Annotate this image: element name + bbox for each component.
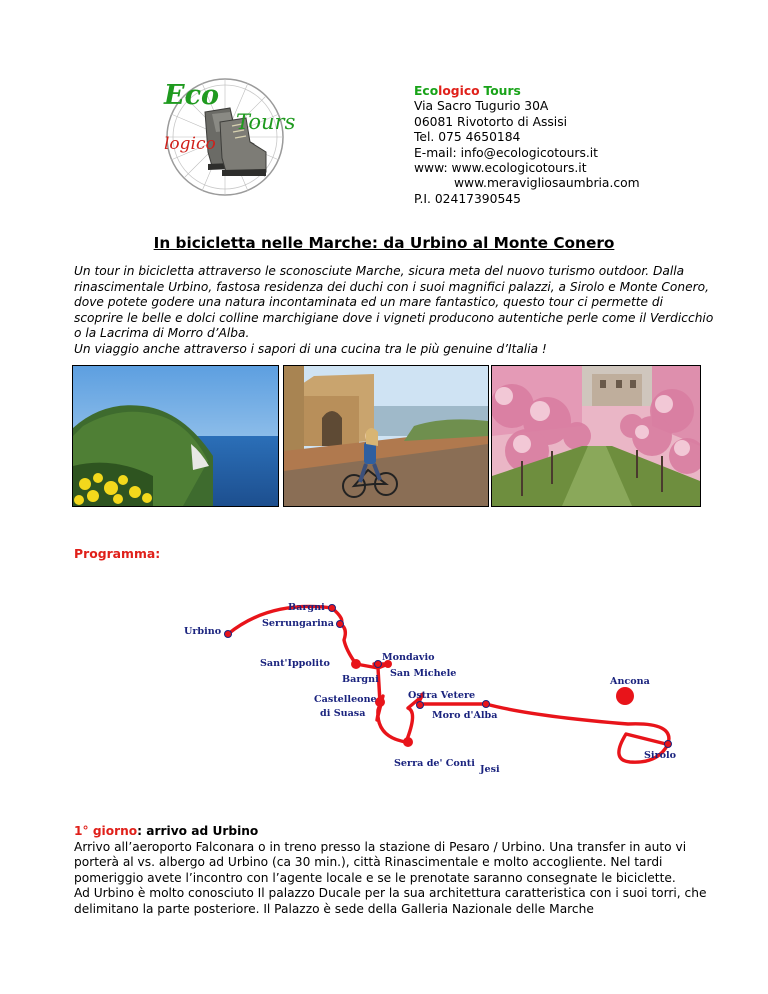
company-name: Ecologico Tours — [414, 84, 521, 98]
intro-closing-line: Un viaggio anche attraverso i sapori di una cucina tra le più genuine d’Italia ! — [74, 341, 547, 356]
city-ancona-marker — [616, 687, 634, 705]
day-1-paragraph-2: Ad Urbino è molto conosciuto Il palazzo Ducale per la sua architettura caratteristica con i suoi torri, che delimitano la parte posteriore. Il Palazzo è sede della Galleria Nazionale delle Marche — [74, 886, 707, 916]
email[interactable]: E-mail: info@ecologicotours.it — [414, 145, 599, 160]
label-serra-de-conti: Serra de' Conti — [394, 758, 475, 769]
label-castelleone: Castelleone — [314, 694, 377, 705]
address-line-1: Via Sacro Tugurio 30A — [414, 99, 549, 114]
day-1-section — [74, 824, 714, 918]
label-ostra-vetere: Ostra Vetere — [408, 690, 476, 701]
photo-coast-monte-conero — [72, 365, 279, 507]
label-jesi: Jesi — [480, 764, 500, 775]
logo-tours-text: Tours — [236, 110, 296, 134]
label-moro-d-alba: Moro d'Alba — [432, 710, 498, 721]
photo-blossoming-orchard — [491, 365, 701, 507]
label-mondavio: Mondavio — [382, 652, 435, 663]
website-2[interactable]: www.meravigliosaumbria.com — [454, 176, 640, 191]
stop-mondavio — [375, 661, 382, 668]
label-bargni-1: Bargni — [288, 602, 325, 613]
label-urbino: Urbino — [184, 626, 222, 637]
website-1[interactable]: www: www.ecologicotours.it — [414, 161, 587, 176]
stop-serrungarina — [337, 621, 344, 628]
program-heading: Programma: — [74, 546, 161, 561]
logo-logico-text: logico — [164, 134, 216, 154]
route-map — [170, 592, 710, 792]
contact-block — [414, 84, 640, 207]
stop-urbino — [225, 631, 232, 638]
stop-ostra-vetere — [417, 702, 424, 709]
vat-number: P.I. 02417390545 — [414, 191, 521, 206]
stop-bargni-1 — [329, 605, 336, 612]
photo-cyclist-village — [283, 365, 489, 507]
stop-sirolo — [665, 741, 672, 748]
document-title: In bicicletta nelle Marche: da Urbino al Monte Conero — [153, 234, 615, 252]
day-1-heading: 1° giorno: arrivo ad Urbino — [74, 824, 259, 838]
label-sirolo: Sirolo — [644, 750, 677, 761]
stop-moro-d-alba — [483, 701, 490, 708]
stop-sant-ippolito — [351, 659, 361, 669]
label-san-michele: San Michele — [390, 668, 457, 679]
label-ancona: Ancona — [610, 676, 650, 687]
logo-eco-text: Eco — [164, 80, 220, 111]
label-di-suasa: di Suasa — [320, 708, 366, 719]
intro-paragraph: Un tour in bicicletta attraverso le sconosciute Marche, sicura meta del nuovo turismo outdoor. Dalla rinascimentale Urbino, fastosa residenza dei duchi con i suoi magnifici palazzi, a Sirolo e Monte Conero, dove potete godere una natura incontaminata ed un mare fantastico, questo tour ci permette di scoprire le belle e dolci colline marchigiane dove i vigneti producono autentiche perle come il Verdicchio o la Lacrima di Morro d’Alba. — [74, 264, 714, 341]
phone: Tel. 075 4650184 — [414, 130, 521, 145]
address-line-2: 06081 Rivotorto di Assisi — [414, 114, 568, 129]
label-bargni-2: Bargni — [342, 674, 379, 685]
label-serrungarina: Serrungarina — [262, 618, 334, 629]
ecologico-tours-logo — [150, 72, 300, 202]
intro-text — [74, 264, 714, 358]
label-sant-ippolito: Sant'Ippolito — [260, 658, 330, 669]
day-1-paragraph-1: Arrivo all’aeroporto Falconara o in treno presso la stazione di Pesaro / Urbino. Una transfer in auto vi porterà al vs. albergo ad Urbino (ca 30 min.), città Rinascimentale e molto accogliente. Nel tardi pomeriggio avete l’incontro con l’agente locale e se le prenotate saranno consegnate le biciclette. — [74, 839, 687, 885]
stop-serra-de-conti — [403, 737, 413, 747]
route-line — [228, 606, 669, 762]
